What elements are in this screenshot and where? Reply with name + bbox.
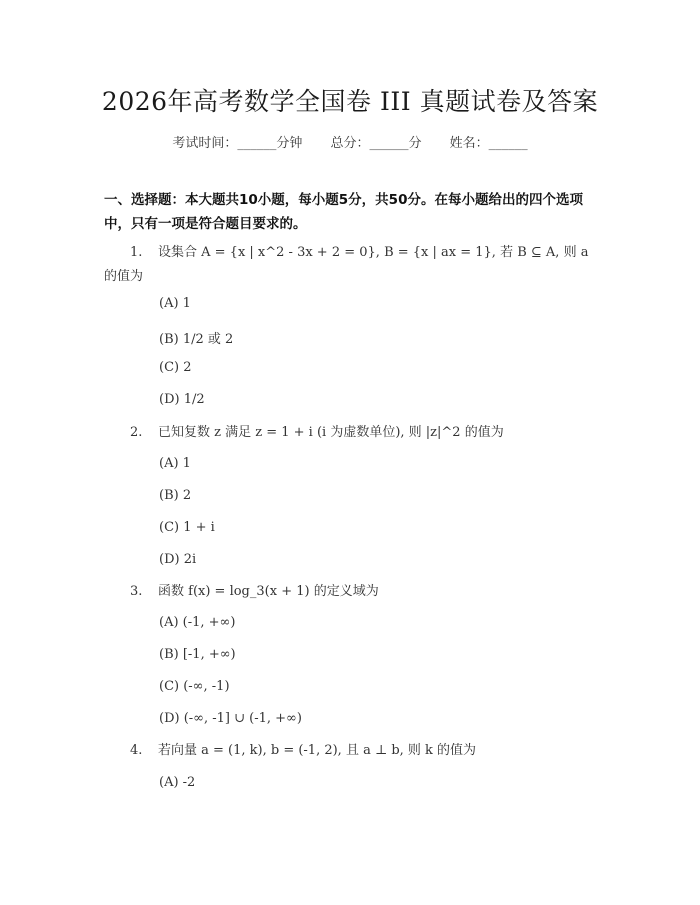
question-3 <box>104 580 596 604</box>
exam-name: 姓名：______ <box>449 136 528 151</box>
option-4a: (A) -2 <box>159 775 196 790</box>
question-number: 4. <box>130 743 143 758</box>
option-1a: (A) 1 <box>159 296 191 311</box>
option-1b: (B) 1/2 或 2 <box>159 332 234 347</box>
question-1 <box>104 241 596 289</box>
option-3c: (C) (-∞, -1) <box>159 679 230 694</box>
section-heading: 一、选择题：本大题共10小题，每小题5分，共50分。在每小题给出的四个选项中，只有一项是符合题目要求的。 <box>104 192 583 232</box>
option-1d: (D) 1/2 <box>159 392 205 407</box>
exam-info <box>0 132 700 151</box>
question-number: 1. <box>130 245 143 260</box>
question-number: 3. <box>130 584 143 599</box>
question-text: 设集合 A = {x | x^2 - 3x + 2 = 0}, B = {x | ax = 1}, 若 B ⊆ A, 则 a 的值为 <box>104 245 589 284</box>
question-2 <box>104 421 596 445</box>
option-3b: (B) [-1, +∞) <box>159 647 236 662</box>
option-3a: (A) (-1, +∞) <box>159 615 236 630</box>
option-3d: (D) (-∞, -1] ∪ (-1, +∞) <box>159 711 302 726</box>
option-2a: (A) 1 <box>159 456 191 471</box>
option-2d: (D) 2i <box>159 552 197 567</box>
question-text: 若向量 a = (1, k), b = (-1, 2), 且 a ⊥ b, 则 k 的值为 <box>158 743 477 758</box>
option-2c: (C) 1 + i <box>159 520 215 535</box>
option-2b: (B) 2 <box>159 488 192 503</box>
option-1c: (C) 2 <box>159 360 192 375</box>
exam-score: 总分：______分 <box>330 136 422 151</box>
exam-title: 2026年高考数学全国卷 III 真题试卷及答案 <box>101 87 599 116</box>
exam-time: 考试时间：______分钟 <box>172 136 303 151</box>
question-4 <box>104 739 596 763</box>
question-text: 已知复数 z 满足 z = 1 + i (i 为虚数单位), 则 |z|^2 的值为 <box>158 425 504 440</box>
question-text: 函数 f(x) = log_3(x + 1) 的定义域为 <box>158 584 379 599</box>
question-number: 2. <box>130 425 143 440</box>
